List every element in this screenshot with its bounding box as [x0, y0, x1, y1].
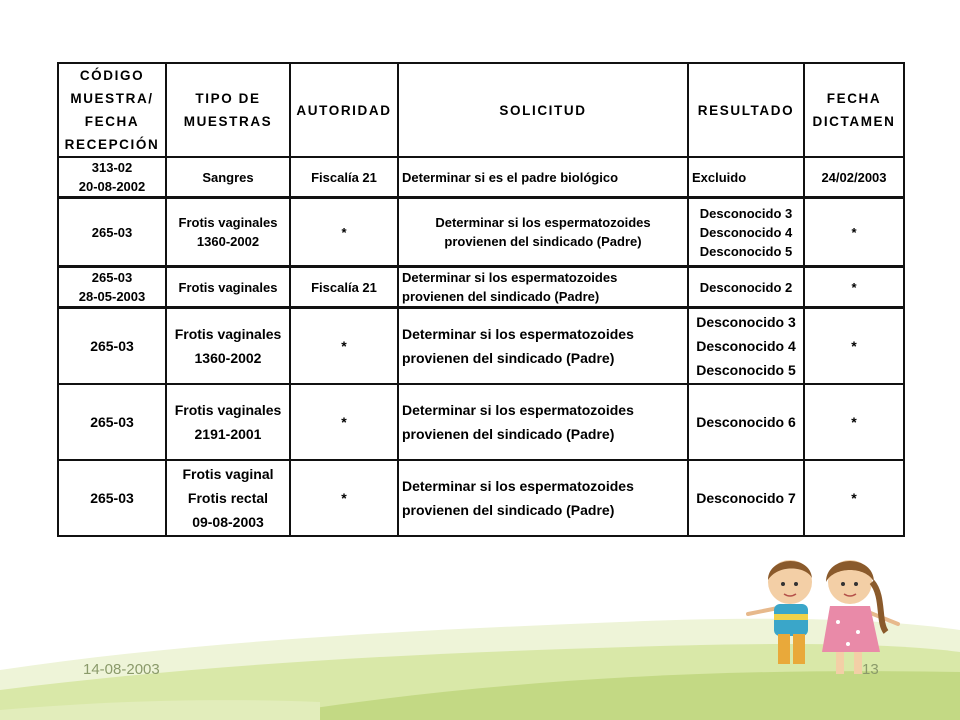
cell-text: *	[851, 490, 857, 506]
cell-autoridad	[290, 157, 398, 198]
girl-figure	[822, 560, 898, 674]
cell-text: *	[341, 224, 347, 240]
header-text: TIPO DE	[195, 91, 261, 106]
cell-text: Desconocido 5	[696, 362, 796, 378]
cell-text: 2191-2001	[194, 426, 262, 442]
cell-text: *	[851, 338, 857, 354]
boy-figure	[748, 560, 812, 664]
cell-tipo	[166, 384, 290, 460]
table-row	[58, 384, 904, 460]
cell-text: 265-03	[90, 490, 134, 506]
cell-text: provienen del sindicado (Padre)	[402, 502, 615, 518]
header-text: FECHA	[84, 114, 140, 129]
header-resultado	[688, 63, 804, 157]
cell-text: Frotis vaginales	[178, 215, 278, 230]
cell-resultado	[688, 460, 804, 536]
cell-fecha	[804, 198, 904, 267]
header-text: SOLICITUD	[499, 102, 587, 118]
cell-text: Desconocido 2	[699, 279, 793, 295]
cell-resultado	[688, 308, 804, 385]
cell-text: Determinar si los espermatozoides	[402, 326, 634, 342]
cell-text: Determinar si los espermatozoides	[435, 215, 651, 230]
header-fecha	[804, 63, 904, 157]
cell-autoridad	[290, 198, 398, 267]
cell-fecha	[804, 384, 904, 460]
cell-text: Determinar si es el padre biológico	[402, 169, 619, 185]
cell-text: Frotis vaginales	[174, 326, 282, 342]
cell-solicitud	[398, 157, 688, 198]
cell-solicitud	[398, 267, 688, 308]
cell-text: Determinar si los espermatozoides	[402, 478, 634, 494]
header-autoridad	[290, 63, 398, 157]
cell-text: 28-05-2003	[78, 289, 146, 304]
cell-fecha	[804, 267, 904, 308]
cell-autoridad	[290, 460, 398, 536]
cell-text: Desconocido 4	[699, 224, 793, 240]
cell-resultado	[688, 198, 804, 267]
header-text: MUESTRAS	[183, 114, 273, 129]
cell-codigo	[58, 460, 166, 536]
cell-text: Fiscalía 21	[311, 169, 377, 185]
cell-text: *	[851, 279, 857, 295]
cell-text: 265-03	[90, 338, 134, 354]
cell-tipo	[166, 460, 290, 536]
cell-text: Desconocido 3	[696, 314, 796, 330]
cell-text: Desconocido 5	[699, 243, 793, 259]
cell-resultado	[688, 157, 804, 198]
cell-text: 313-02	[91, 160, 133, 175]
header-solicitud	[398, 63, 688, 157]
header-text: FECHA	[826, 91, 882, 106]
cell-text: *	[341, 338, 347, 354]
cell-text: provienen del sindicado (Padre)	[444, 234, 642, 249]
cell-text: *	[851, 224, 857, 240]
cell-text: provienen del sindicado (Padre)	[402, 426, 615, 442]
cell-codigo	[58, 157, 166, 198]
cell-text: 09-08-2003	[192, 514, 264, 530]
cell-text: Desconocido 4	[696, 338, 796, 354]
cell-text: 265-03	[91, 270, 133, 285]
cell-text: Frotis vaginales	[174, 402, 282, 418]
cell-text: 265-03	[90, 414, 134, 430]
cell-text: provienen del sindicado (Padre)	[402, 289, 600, 304]
cell-tipo	[166, 308, 290, 385]
cell-text: *	[851, 414, 857, 430]
cell-solicitud	[398, 198, 688, 267]
cell-solicitud	[398, 308, 688, 385]
cell-tipo	[166, 198, 290, 267]
cell-autoridad	[290, 267, 398, 308]
cell-solicitud	[398, 460, 688, 536]
cell-resultado	[688, 267, 804, 308]
cell-codigo	[58, 384, 166, 460]
cell-text: 265-03	[91, 224, 133, 240]
cell-codigo	[58, 308, 166, 385]
footer-date: 14-08-2003	[83, 661, 160, 678]
cell-text: 20-08-2002	[78, 179, 146, 194]
header-text: AUTORIDAD	[296, 102, 392, 118]
cell-fecha	[804, 460, 904, 536]
cell-fecha	[804, 157, 904, 198]
cell-codigo	[58, 267, 166, 308]
cell-tipo	[166, 157, 290, 198]
table-row	[58, 267, 904, 308]
header-codigo	[58, 63, 166, 157]
table-row	[58, 308, 904, 385]
cell-fecha	[804, 308, 904, 385]
cell-tipo	[166, 267, 290, 308]
cell-solicitud	[398, 384, 688, 460]
table-row	[58, 460, 904, 536]
cell-text: 1360-2002	[194, 350, 262, 366]
cell-text: provienen del sindicado (Padre)	[402, 350, 615, 366]
table-row	[58, 198, 904, 267]
cell-text: Desconocido 3	[699, 205, 793, 221]
header-text: RESULTADO	[697, 102, 795, 118]
header-text: MUESTRA/	[70, 91, 154, 106]
cell-text: Determinar si los espermatozoides	[402, 270, 618, 285]
cell-text: Fiscalía 21	[311, 279, 377, 295]
cell-text: *	[341, 414, 347, 430]
cell-text: Sangres	[202, 169, 254, 185]
cell-codigo	[58, 198, 166, 267]
cell-text: 1360-2002	[196, 234, 260, 249]
cell-text: Desconocido 7	[696, 490, 796, 506]
cell-text: Determinar si los espermatozoides	[402, 402, 634, 418]
cell-text: *	[341, 490, 347, 506]
cell-text: Frotis vaginales	[178, 279, 278, 295]
header-text: CÓDIGO	[79, 68, 145, 83]
cell-resultado	[688, 384, 804, 460]
page-number: 13	[862, 661, 879, 678]
results-table	[57, 62, 905, 537]
header-text: RECEPCIÓN	[64, 137, 160, 152]
header-row	[58, 63, 904, 157]
cell-text: Excluido	[692, 169, 747, 185]
header-tipo	[166, 63, 290, 157]
header-text: DICTAMEN	[812, 114, 896, 129]
two-children-illustration	[738, 552, 908, 682]
table-row	[58, 157, 904, 198]
cell-text: Frotis vaginal	[182, 466, 274, 482]
cell-text: Frotis rectal	[187, 490, 269, 506]
cell-autoridad	[290, 308, 398, 385]
cell-text: 24/02/2003	[821, 169, 887, 185]
cell-autoridad	[290, 384, 398, 460]
cell-text: Desconocido 6	[696, 414, 796, 430]
